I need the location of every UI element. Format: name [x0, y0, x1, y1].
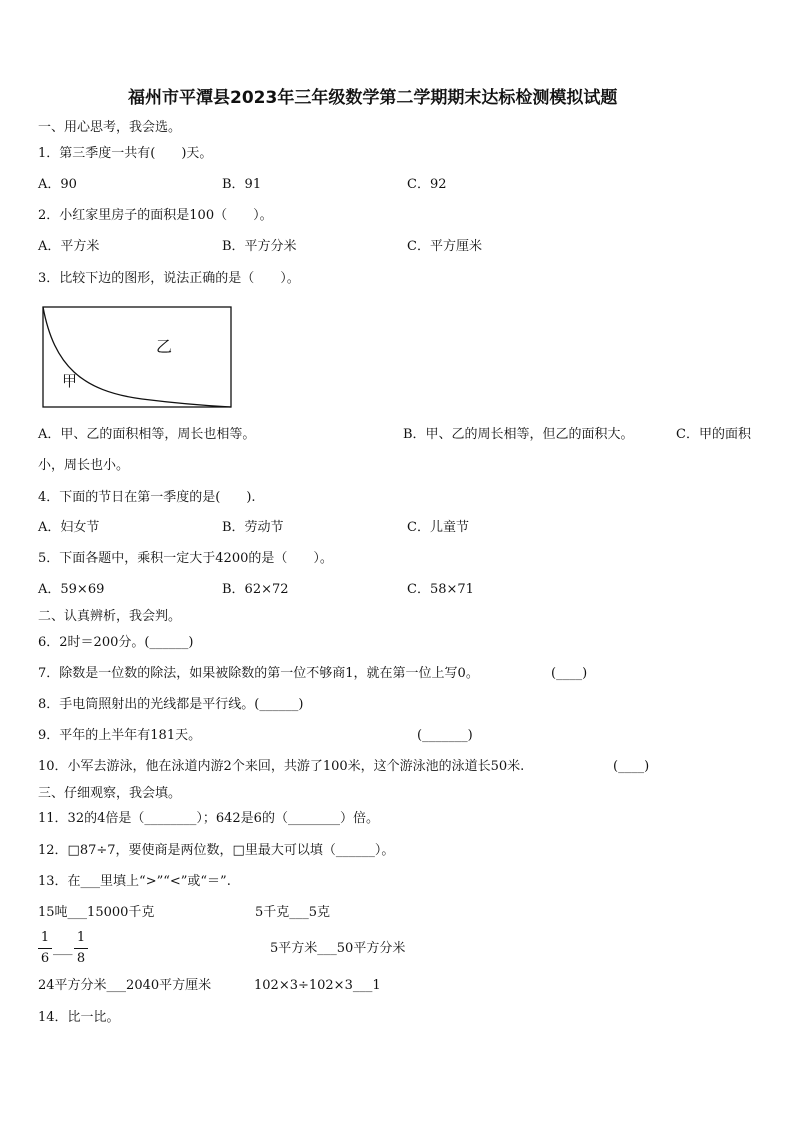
figure-label-jia: 甲	[62, 372, 78, 390]
question-1-stem: 1．第三季度一共有( )天。	[38, 146, 213, 161]
question-1-option-c: C．92	[407, 177, 447, 192]
figure-label-yi: 乙	[156, 337, 173, 356]
question-2-option-b: B．平方分米	[222, 239, 297, 254]
question-5-stem: 5．下面各题中，乘积一定大于4200的是（ ）。	[38, 551, 333, 566]
question-13-stem: 13．在___里填上“>”“<”或“＝”.	[38, 874, 231, 889]
question-3-option-c: C．甲的面积	[676, 427, 751, 442]
question-6-stem: 6．2时＝200分。(______)	[38, 635, 194, 650]
question-13-row-1-left: 15吨___15000千克	[38, 905, 155, 920]
question-13-row-1-right: 5千克___5克	[255, 905, 331, 920]
fraction-denominator: 8	[76, 951, 86, 966]
fraction-denominator: 6	[40, 951, 50, 966]
question-5-option-a: A．59×69	[38, 582, 105, 597]
rectangle-curve-diagram	[42, 306, 234, 410]
question-13-row-3-right: 102×3÷102×3___1	[254, 978, 381, 993]
question-5-option-b: B．62×72	[222, 582, 289, 597]
question-2-option-a: A．平方米	[38, 239, 100, 254]
question-3-stem: 3．比较下边的图形，说法正确的是（ ）。	[38, 271, 300, 286]
section-heading-choice: 一、用心思考，我会选。	[38, 120, 182, 135]
question-4-option-c: C．儿童节	[407, 520, 469, 535]
fraction-one-sixth	[38, 930, 52, 967]
question-10-stem: 10．小军去游泳，他在泳道内游2个来回，共游了100米，这个游泳池的泳道长50米.	[38, 759, 525, 774]
question-12-stem: 12．□87÷7，要使商是两位数，□里最大可以填（______）。	[38, 843, 395, 858]
question-7-stem: 7．除数是一位数的除法，如果被除数的第一位不够商1，就在第一位上写0。	[38, 666, 479, 681]
question-4-stem: 4．下面的节日在第一季度的是( ).	[38, 490, 256, 505]
question-4-option-a: A．妇女节	[38, 520, 100, 535]
fraction-numerator: 1	[76, 930, 86, 945]
fraction-numerator: 1	[40, 930, 50, 945]
question-14-stem: 14．比一比。	[38, 1010, 120, 1025]
question-9-blank: (_______)	[417, 728, 473, 743]
section-heading-fill: 三、仔细观察，我会填。	[38, 786, 182, 801]
question-10-blank: (____)	[613, 759, 650, 774]
question-11-stem: 11．32的4倍是（________）；642是6的（________）倍。	[38, 811, 379, 826]
fraction-one-eighth	[74, 930, 88, 967]
question-7-blank: (____)	[551, 666, 588, 681]
question-4-option-b: B．劳动节	[222, 520, 284, 535]
question-5-option-c: C．58×71	[407, 582, 474, 597]
question-2-stem: 2．小红家里房子的面积是100（ ）。	[38, 208, 273, 223]
question-13-row-2-right: 5平方米___50平方分米	[270, 941, 406, 956]
question-3-option-a: A．甲、乙的面积相等，周长也相等。	[38, 427, 256, 442]
question-3-figure	[42, 306, 234, 414]
question-13-row-3-left: 24平方分米___2040平方厘米	[38, 978, 212, 993]
fraction-compare-blank: ___	[53, 941, 73, 956]
question-1-option-b: B．91	[222, 177, 262, 192]
question-3-option-c-continued: 小，周长也小。	[38, 458, 130, 473]
question-1-option-a: A．90	[38, 177, 77, 192]
question-2-option-c: C．平方厘米	[407, 239, 482, 254]
section-heading-judge: 二、认真辨析，我会判。	[38, 609, 182, 624]
question-3-option-b: B．甲、乙的周长相等，但乙的面积大。	[403, 427, 634, 442]
page-title: 福州市平潭县2023年三年级数学第二学期期末达标检测模拟试题	[128, 88, 618, 108]
question-8-stem: 8．手电筒照射出的光线都是平行线。(______)	[38, 697, 304, 712]
question-9-stem: 9．平年的上半年有181天。	[38, 728, 202, 743]
